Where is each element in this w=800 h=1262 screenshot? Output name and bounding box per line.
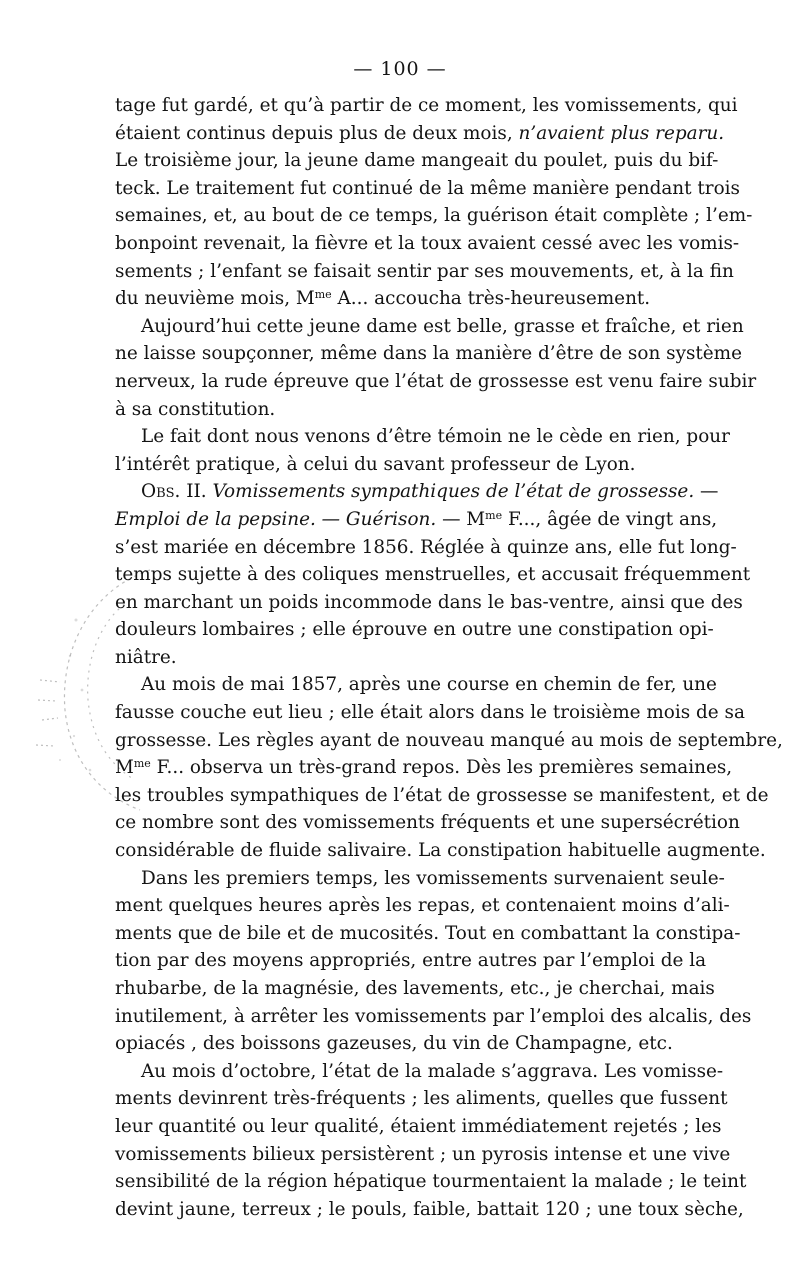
text-run: nerveux, la rude épreuve que l’état de grossesse est venu faire subir xyxy=(115,370,757,392)
text-line xyxy=(115,671,717,699)
text-line xyxy=(115,313,744,341)
text-line xyxy=(115,699,745,727)
text-run: l’intérêt pratique, à celui du savant professeur de Lyon. xyxy=(115,453,636,475)
text-line xyxy=(115,285,673,313)
text-run: sements ; l’enfant se faisait sentir par ses mouvements, et, à la fin xyxy=(115,260,734,282)
text-run: opiacés , des boissons gazeuses, du vin de Champagne, etc. xyxy=(115,1033,673,1055)
text-run: grossesse. Les règles ayant de nouveau manqué au mois de septembre, xyxy=(115,729,783,751)
text-run: Aujourd’hui cette jeune dame est belle, grasse et fraîche, et rien xyxy=(141,315,744,337)
text-line xyxy=(115,947,707,975)
text-line xyxy=(115,534,737,562)
paragraph xyxy=(115,1058,747,1224)
text-run: — M xyxy=(436,508,486,530)
superscript: me xyxy=(314,288,332,302)
italic-run: Vomissements sympathiques de l’état de grossesse. xyxy=(212,481,695,503)
italic-run: Emploi de la pepsine. — Guérison. xyxy=(115,508,437,530)
text-line xyxy=(115,368,757,396)
text-run: O xyxy=(141,481,157,503)
paragraph xyxy=(115,478,751,671)
text-line xyxy=(115,478,719,506)
text-line xyxy=(115,589,743,617)
text-run: rhubarbe, de la magnésie, des lavements, etc., je cherchai, mais xyxy=(115,978,715,999)
text-run: douleurs lombaires ; elle éprouve en outre une constipation opi- xyxy=(115,619,714,641)
text-run: à sa constitution. xyxy=(115,398,276,420)
text-line xyxy=(115,423,730,451)
text-run: ments devinrent très-fréquents ; les aliments, quelles que fussent xyxy=(115,1088,728,1110)
text-run: bonpoint revenait, la fièvre et la toux avaient cessé avec les vomis- xyxy=(115,232,740,254)
text-run: Dans les premiers temps, les vomissements survenaient seule- xyxy=(141,867,725,889)
text-line xyxy=(115,809,740,837)
text-run: tage fut gardé, et qu’à partir de ce moment, les vomissements, qui xyxy=(115,95,738,116)
paragraph xyxy=(115,865,752,1058)
text-line xyxy=(115,892,730,920)
text-run: teck. Le traitement fut continué de la même manière pendant trois xyxy=(115,177,740,199)
text-run: Au mois de mai 1857, après une course en chemin de fer, une xyxy=(141,674,717,696)
text-line xyxy=(115,451,673,479)
text-run: niâtre. xyxy=(115,646,177,668)
page-number: — 100 — xyxy=(353,58,447,80)
text-run: — xyxy=(694,481,719,503)
text-run: . II. xyxy=(174,481,213,503)
text-line xyxy=(115,1168,747,1196)
text-run: inutilement, à arrêter les vomissements par l’emploi des alcalis, des xyxy=(115,1005,752,1027)
text-run: tion par des moyens appropriés, entre autres par l’emploi de la xyxy=(115,950,707,972)
text-line xyxy=(115,1003,752,1031)
text-line xyxy=(115,92,738,120)
text-run: ce nombre sont des vomissements fréquents et une supersécrétion xyxy=(115,812,740,834)
text-run: devint jaune, terreux ; le pouls, faible, battait 120 ; une toux sèche, xyxy=(115,1198,744,1220)
text-line xyxy=(115,837,766,865)
text-run: F..., âgée de vingt ans, xyxy=(502,508,718,530)
text-run: A... accoucha très-heureusement. xyxy=(331,288,651,310)
paragraph xyxy=(115,423,730,478)
text-line xyxy=(115,644,673,672)
text-run: temps sujette à des coliques menstruelles, et accusait fréquemment xyxy=(115,564,751,586)
text-run: ment quelques heures après les repas, et contenaient moins d’ali- xyxy=(115,895,730,917)
text-line xyxy=(115,865,725,893)
text-line xyxy=(115,396,673,424)
text-run: Le troisième jour, la jeune dame mangeait du poulet, puis du bif- xyxy=(115,150,719,172)
text-line xyxy=(115,1141,731,1169)
text-line xyxy=(115,147,719,175)
paragraph xyxy=(115,313,757,423)
text-run: vomissements bilieux persistèrent ; un pyrosis intense et une vive xyxy=(115,1143,731,1165)
text-line xyxy=(115,727,783,755)
text-line xyxy=(115,506,718,534)
text-line xyxy=(115,1196,744,1224)
text-run: semaines, et, au bout de ce temps, la guérison était complète ; l’em- xyxy=(115,205,753,227)
text-line xyxy=(115,1113,722,1141)
text-run: Au mois d’octobre, l’état de la malade s’aggrava. Les vomisse- xyxy=(141,1060,724,1082)
text-line xyxy=(115,120,725,148)
text-run: ne laisse soupçonner, même dans la manière d’être de son système xyxy=(115,343,742,365)
small-caps-run: bs xyxy=(156,481,175,503)
superscript: me xyxy=(485,508,503,522)
text-line xyxy=(115,340,742,368)
superscript: me xyxy=(133,757,151,771)
text-line xyxy=(115,1058,724,1086)
text-run: en marchant un poids incommode dans le bas-ventre, ainsi que des xyxy=(115,591,743,613)
text-line xyxy=(115,1030,673,1058)
text-run: considérable de fluide salivaire. La constipation habituelle augmente. xyxy=(115,840,766,862)
text-line xyxy=(115,175,740,203)
text-line xyxy=(115,754,733,782)
text-line xyxy=(115,258,734,286)
text-line xyxy=(115,782,769,810)
paragraph xyxy=(115,92,753,313)
italic-run: n’avaient plus reparu. xyxy=(518,122,725,144)
text-line xyxy=(115,561,751,589)
text-line xyxy=(115,1085,728,1113)
text-line xyxy=(115,202,753,230)
paragraph xyxy=(115,671,783,864)
body-text xyxy=(115,92,783,1223)
text-line xyxy=(115,975,715,1003)
text-run: étaient continus depuis plus de deux mois, xyxy=(115,122,519,144)
text-line xyxy=(115,920,741,948)
text-run: ments que de bile et de mucosités. Tout en combattant la constipa- xyxy=(115,922,741,944)
text-run: du neuvième mois, M xyxy=(115,288,315,310)
text-line xyxy=(115,230,740,258)
text-run: Le fait dont nous venons d’être témoin ne le cède en rien, pour xyxy=(141,426,730,448)
text-run: les troubles sympathiques de l’état de grossesse se manifestent, et de xyxy=(115,784,769,806)
text-run: M xyxy=(115,757,134,779)
text-run: F... observa un très-grand repos. Dès les premières semaines, xyxy=(150,757,733,779)
text-run: s’est mariée en décembre 1856. Réglée à quinze ans, elle fut long- xyxy=(115,536,737,558)
text-line xyxy=(115,616,714,644)
text-run: leur quantité ou leur qualité, étaient immédiatement rejetés ; les xyxy=(115,1115,722,1137)
text-run: sensibilité de la région hépatique tourmentaient la malade ; le teint xyxy=(115,1171,747,1193)
text-run: fausse couche eut lieu ; elle était alors dans le troisième mois de sa xyxy=(115,702,745,724)
